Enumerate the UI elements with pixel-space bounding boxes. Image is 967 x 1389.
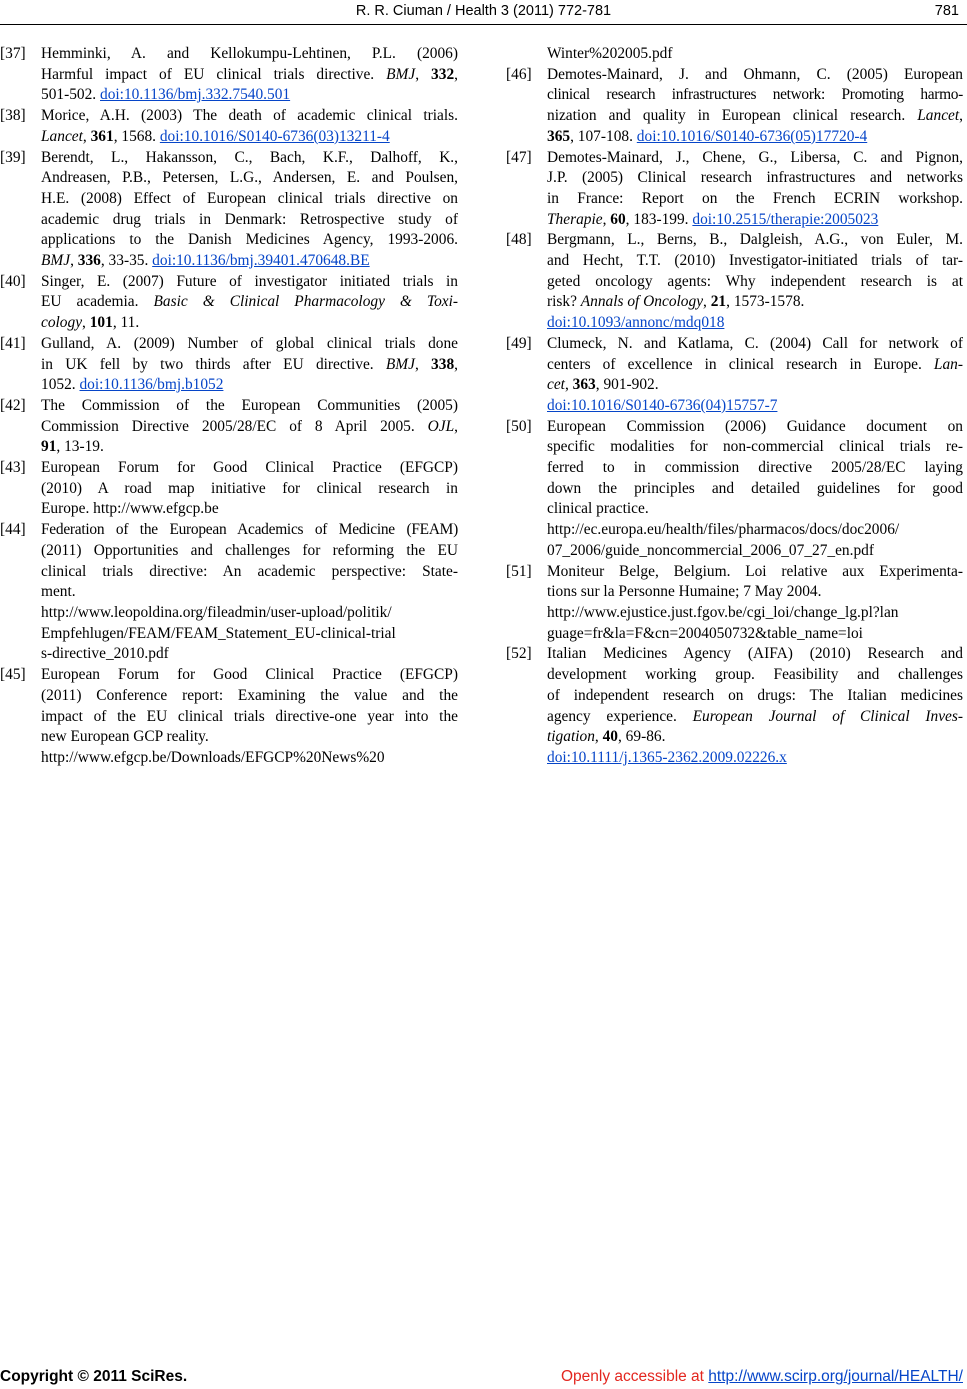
reference-column-left — [0, 44, 458, 769]
running-title: R. R. Ciuman / Health 3 (2011) 772-781 — [355, 3, 612, 19]
running-header — [0, 3, 967, 23]
reference-number: [42] — [0, 396, 26, 414]
reference-49: [49] Clumeck, N. and Katlama, C. (2004) Call for network of centers of excellence in clinical research in Europe. Lan- cet, 363, 901-902. doi:10.1016/S0140-6736(04)15757-7 — [506, 334, 963, 414]
reference-45: [45] European Forum for Good Clinical Practice (EFGCP) (2011) Conference report: Examining the value and the impact of the EU clinical trials directive-one year into the new European GCP reality. http://www.efgcp.be/Downloads/EFGCP%20News%20 — [0, 666, 458, 766]
reference-number: [46] — [506, 65, 532, 83]
reference-number: [47] — [506, 148, 532, 166]
reference-41: [41] Gulland, A. (2009) Number of global clinical trials done in UK fell by two thirds after EU directive. BMJ, 338, 1052. doi:10.1136/bmj.b1052 — [0, 334, 458, 394]
reference-52: [52] Italian Medicines Agency (AIFA) (2010) Research and development working group. Feasibility and challenges of independent research on drugs: The Italian medicines agency experience. European Journal of Clinical Inves- tigation, 40, 69-86. doi:10.1111/j.1365-2362.2009.02226.x — [506, 645, 963, 766]
doi-link[interactable]: doi:10.1111/j.1365-2362.2009.02226.x — [547, 748, 787, 766]
reference-39: [39] Berendt, L., Hakansson, C., Bach, K.F., Dalhoff, K., Andreasen, P.B., Petersen, L.G., Andersen, E. and Poulsen, H.E. (2008) Effect of European clinical trials directive on academic drug trials in Denmark: Retrospective study of applications to the Danish Medicines Agency, 1993-2006. BMJ, 336, 33-35. doi:10.1136/bmj.39401.470648.BE — [0, 148, 458, 270]
reference-47: [47] Demotes-Mainard, J., Chene, G., Libersa, C. and Pignon, J.P. (2005) Clinical research infrastructures and networks in France: Report on the French ECRIN workshop. Therapie, 60, 183-199. doi:10.2515/therapie:2005023 — [506, 148, 963, 228]
reference-43: [43] European Forum for Good Clinical Practice (EFGCP) (2010) A road map initiative for clinical research in Europe. http://www.efgcp.be — [0, 459, 458, 518]
reference-number: [50] — [506, 417, 532, 435]
reference-50: [50] European Commission (2006) Guidance document on specific modalities for non-commercial clinical trials re- ferred to in commission directive 2005/28/EC laying down the principles and detailed guidelines for good clinical practice. http://ec.europa.eu/health/files/pharmacos/docs/doc2006/ 07_2006/guide_noncommercial_2006_07_27_en.pdf — [506, 417, 963, 559]
doi-link[interactable]: doi:10.1136/bmj.39401.470648.BE — [152, 252, 370, 270]
doi-link[interactable]: doi:10.1136/bmj.332.7540.501 — [100, 86, 291, 104]
reference-45-continued: Winter%202005.pdf — [547, 45, 673, 62]
reference-number: [43] — [0, 459, 26, 477]
reference-number: [49] — [506, 334, 532, 352]
doi-link[interactable]: doi:10.1016/S0140-6736(03)13211-4 — [159, 127, 390, 145]
reference-number: [39] — [0, 148, 26, 166]
reference-42: [42] The Commission of the European Communities (2005) Commission Directive 2005/28/EC of 8 April 2005. OJL, 91, 13-19. — [0, 396, 458, 456]
page-number: 781 — [934, 3, 959, 19]
reference-48: [48] Bergmann, L., Berns, B., Dalgleish, A.G., von Euler, M. and Hecht, T.T. (2010) Investigator-initiated trials of tar- geted oncology agents: Why independent research is at risk? Annals of Oncology, 21, 1573-1578. doi:10.1093/annonc/mdq018 — [506, 231, 963, 332]
reference-number: [45] — [0, 666, 26, 684]
reference-number: [44] — [0, 521, 26, 539]
reference-number: [40] — [0, 272, 26, 290]
reference-number: [37] — [0, 45, 26, 62]
reference-number: [38] — [0, 107, 26, 125]
reference-number: [52] — [506, 645, 532, 663]
doi-link[interactable]: doi:10.1016/S0140-6736(05)17720-4 — [636, 127, 868, 145]
reference-column-right — [506, 44, 963, 769]
header-rule — [0, 24, 967, 25]
reference-number: [41] — [0, 334, 26, 352]
reference-number: [48] — [506, 231, 532, 249]
doi-link[interactable]: doi:10.1093/annonc/mdq018 — [547, 314, 725, 332]
reference-number: [51] — [506, 562, 532, 580]
page-footer — [0, 1368, 967, 1388]
reference-37: [37] Hemminki, A. and Kellokumpu-Lehtinen, P.L. (2006) Harmful impact of EU clinical trials directive. BMJ, 332, 501-502. doi:10.1136/bmj.332.7540.501 — [0, 45, 458, 104]
reference-40: [40] Singer, E. (2007) Future of investigator initiated trials in EU academia. Basic & Clinical Pharmacology & Toxi- cology, 101, 11. — [0, 272, 458, 332]
journal-url-link[interactable]: http://www.scirp.org/journal/HEALTH/ — [708, 1368, 963, 1385]
doi-link[interactable]: doi:10.1136/bmj.b1052 — [79, 376, 224, 394]
access-notice: Openly accessible at http://www.scirp.org/journal/HEALTH/ — [560, 1368, 963, 1385]
reference-38: [38] Morice, A.H. (2003) The death of academic clinical trials. Lancet, 361, 1568. doi:10.1016/S0140-6736(03)13211-4 — [0, 107, 458, 145]
reference-51: [51] Moniteur Belge, Belgium. Loi relative aux Experimenta- tions sur la Personne Humaine; 7 May 2004. http://www.ejustice.just.fgov.be/cgi_loi/change_lg.pl?lan guage=fr&la=F&cn=2004050732&table_name=loi — [506, 562, 963, 642]
reference-44: [44] Federation of the European Academics of Medicine (FEAM) (2011) Opportunities and challenges for reforming the EU clinical trials directive: An academic perspective: State- ment. http://www.leopoldina.org/fileadmin/user-upload/politik/ Empfehlugen/FEAM/FEAM_Statement_EU-clinical-trial s-directive_2010.pdf — [0, 521, 458, 663]
doi-link[interactable]: doi:10.1016/S0140-6736(04)15757-7 — [547, 396, 778, 414]
reference-46: [46] Demotes-Mainard, J. and Ohmann, C. (2005) European clinical research infrastructures network: Promoting harmo- nization and quality in European clinical research. Lancet, 365, 107-108. doi:10.1016/S0140-6736(05)17720-4 — [506, 65, 963, 145]
copyright-notice: Copyright © 2011 SciRes. — [0, 1368, 188, 1385]
doi-link[interactable]: doi:10.2515/therapie:2005023 — [692, 210, 879, 228]
